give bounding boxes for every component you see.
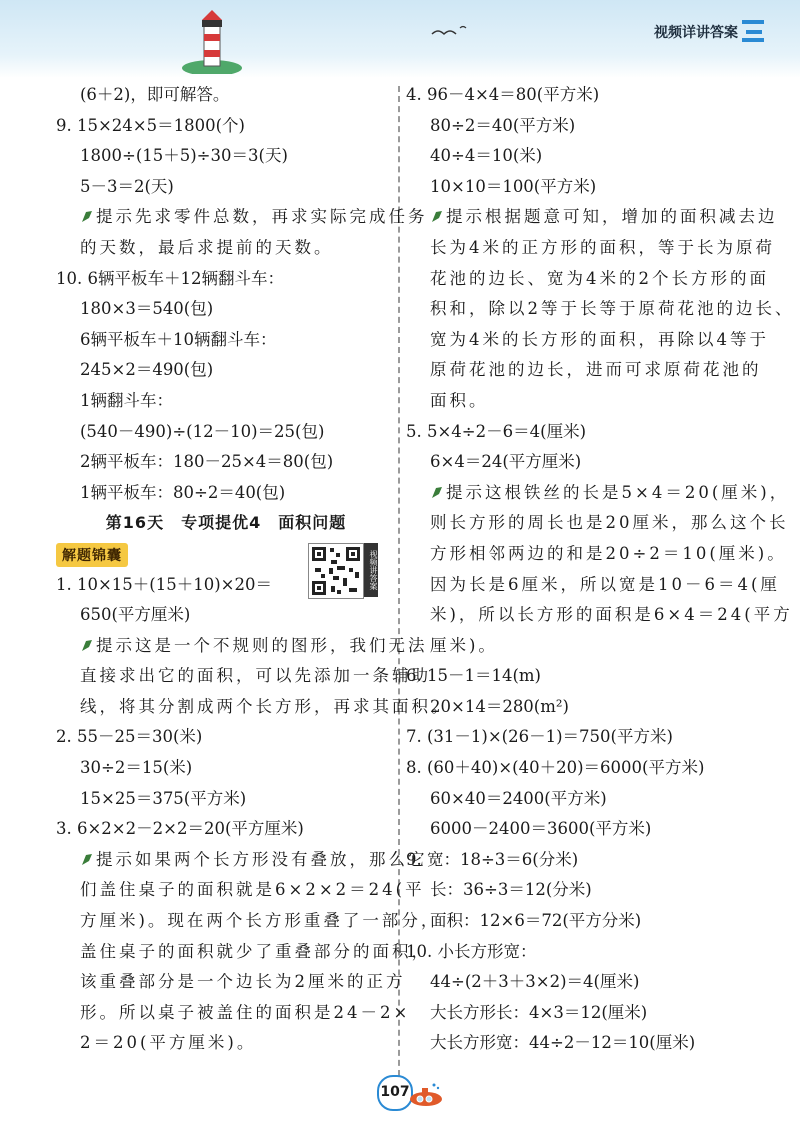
- answer-line: 180×3＝540(包): [80, 299, 214, 319]
- answer-5: 5. 5×4÷2－6＝4(厘米): [406, 421, 587, 441]
- answer-line: 245×2＝490(包): [80, 360, 214, 380]
- tip-line: 面积。: [430, 390, 489, 410]
- left-column: [56, 80, 451, 1059]
- header-title: 视频详讲答案: [654, 25, 738, 41]
- answer-line: 650(平方厘米): [80, 605, 191, 625]
- tip-line: 原荷花池的边长，进而可求原荷花池的: [430, 360, 762, 380]
- tip-line: 提示如果两个长方形没有叠放，那么它: [56, 845, 396, 876]
- tip-line: 提示这是一个不规则的图形，我们无法: [56, 631, 396, 662]
- answer-7: 7. (31－1)×(26－1)＝750(平方米): [406, 727, 673, 747]
- submarine-icon: [408, 1082, 448, 1108]
- tip-line: 厘米)。: [430, 635, 498, 655]
- tip-line: 提示这根铁丝的长是5×4＝20(厘米)，: [406, 478, 756, 509]
- tip-line: 该重叠部分是一个边长为2厘米的正方: [80, 972, 406, 992]
- answer-line: 大长方形长：4×3＝12(厘米): [430, 1002, 648, 1022]
- answer-line: (6＋2)，即可解答。: [80, 85, 230, 104]
- tip-line: 们盖住桌子的面积就是6×2×2＝24(平: [80, 880, 425, 900]
- answer-4: 4. 96－4×4＝80(平方米): [406, 85, 600, 104]
- tip-icon: [430, 209, 444, 224]
- tip-line: 盖住桌子的面积就少了重叠部分的面积，: [80, 941, 431, 961]
- answer-8: 8. (60＋40)×(40＋20)＝6000(平方米): [406, 758, 705, 778]
- qr-code-icon[interactable]: [308, 543, 364, 599]
- answer-9: 9. 15×24×5＝1800(个): [56, 115, 245, 135]
- answer-line: 6×4＝24(平方厘米): [430, 452, 582, 472]
- tip-line: 提示先求零件总数，再求实际完成任务: [56, 202, 396, 233]
- answer-line: 大长方形宽：44÷2－12＝10(厘米): [430, 1033, 696, 1053]
- answer-line: 40÷4＝10(米): [430, 146, 543, 166]
- seagull-icon: [430, 24, 470, 40]
- answer-6: 6. 15－1＝14(m): [406, 666, 541, 686]
- lighthouse-icon: [182, 8, 242, 74]
- answer-3: 3. 6×2×2－2×2＝20(平方厘米): [56, 819, 304, 839]
- tip-line: 米)，所以长方形的面积是6×4＝24(平方: [430, 605, 793, 625]
- answer-line: 6辆平板车＋10辆翻斗车：: [80, 329, 277, 349]
- tip-line: 宽为4米的长方形的面积，再除以4等于: [430, 329, 769, 349]
- tips-badge: 解题锦囊: [56, 543, 128, 567]
- answer-line: 长：36÷3＝12(分米): [430, 880, 592, 900]
- tip-icon: [430, 485, 444, 500]
- tip-icon: [80, 638, 94, 653]
- tip-line: 因为长是6厘米，所以宽是10－6＝4(厘: [430, 574, 780, 594]
- answer-10: 10. 小长方形宽：: [406, 941, 537, 961]
- answer-line: 20×14＝280(m²): [430, 696, 569, 716]
- answer-10: 10. 6辆平板车＋12辆翻斗车：: [56, 268, 284, 288]
- answer-line: 15×25＝375(平方米): [80, 788, 247, 808]
- qr-label: 视频讲答案: [364, 543, 378, 597]
- tip-line: 2＝20(平方厘米)。: [80, 1033, 257, 1053]
- tip-line: 的天数，最后求提前的天数。: [80, 237, 334, 257]
- tip-line: 提示根据题意可知，增加的面积减去边: [406, 202, 756, 233]
- answer-line: 2辆平板车：180－25×4＝80(包): [80, 452, 334, 472]
- tip-line: 长为4米的正方形的面积，等于长为原荷: [430, 237, 775, 257]
- tip-line: 积和，除以2等于长等于原荷花池的边长、: [430, 299, 795, 319]
- answer-line: 60×40＝2400(平方米): [430, 788, 607, 808]
- right-column: [406, 80, 795, 1059]
- answer-line: 6000－2400＝3600(平方米): [430, 819, 652, 839]
- answer-line: 1800÷(15＋5)÷30＝3(天): [80, 146, 288, 166]
- answer-line: 10×10＝100(平方米): [430, 176, 597, 196]
- page-header: [0, 0, 800, 78]
- tip-line: 花池的边长、宽为4米的2个长方形的面: [430, 268, 769, 288]
- answer-line: 面积：12×6＝72(平方分米): [430, 911, 642, 931]
- tip-line: 线，将其分割成两个长方形，再求其面积。: [80, 696, 451, 716]
- answer-line: 1辆平板车：80÷2＝40(包): [80, 482, 286, 502]
- tip-line: 方厘米)。现在两个长方形重叠了一部分，: [80, 911, 441, 931]
- tip-line: 则长方形的周长也是20厘米，那么这个长: [430, 513, 789, 533]
- answer-line: 30÷2＝15(米): [80, 758, 193, 778]
- logo-icon: [740, 16, 766, 46]
- tip-icon: [80, 852, 94, 867]
- answer-2: 2. 55－25＝30(米): [56, 727, 203, 747]
- tip-line: 方形相邻两边的和是20÷2＝10(厘米)。: [430, 543, 787, 563]
- answer-1: 1. 10×15＋(15＋10)×20＝: [56, 574, 272, 594]
- answer-line: 44÷(2＋3＋3×2)＝4(厘米): [430, 972, 640, 992]
- tip-line: 直接求出它的面积，可以先添加一条辅助: [80, 666, 431, 686]
- answer-9: 9. 宽：18÷3＝6(分米): [406, 849, 579, 869]
- answer-line: (540－490)÷(12－10)＝25(包): [80, 421, 325, 441]
- answer-line: 1辆翻斗车：: [80, 390, 173, 410]
- section-title: 第16天 专项提优4 面积问题: [105, 513, 347, 533]
- answer-line: 5－3＝2(天): [80, 176, 174, 196]
- tip-line: 形。所以桌子被盖住的面积是24－2×: [80, 1002, 411, 1022]
- page-number: 107: [377, 1075, 413, 1111]
- answer-line: 80÷2＝40(平方米): [430, 115, 576, 135]
- tip-icon: [80, 209, 94, 224]
